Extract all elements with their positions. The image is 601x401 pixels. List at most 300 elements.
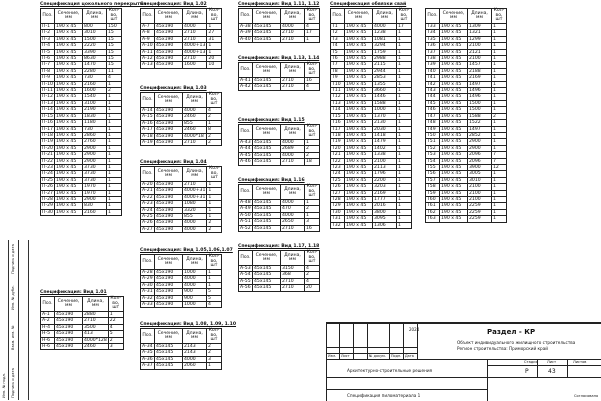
column-header: Кол-во, шт [305, 125, 320, 140]
table-cell: 190 х 45 [345, 139, 373, 145]
table-cell: 4 [305, 24, 320, 30]
table-cell: Т37 [426, 49, 440, 55]
table-cell: 1 [397, 209, 412, 215]
table-cell: 4000+31 [184, 194, 206, 200]
table-cell: А-33 [142, 302, 153, 308]
table-cell: А-29 [142, 276, 153, 282]
table-cell: 1 [492, 81, 507, 87]
column-header: Кол-во, шт [207, 167, 222, 182]
spec-table [140, 8, 222, 69]
table-cell: Т24 [331, 171, 345, 177]
table-cell: 45x145 [155, 363, 183, 369]
table-cell: 45x190 [55, 331, 83, 337]
table-cell: П-10 [42, 81, 53, 87]
table-cell: Т43 [426, 88, 440, 94]
table-cell: А-2 [41, 318, 55, 324]
stamp-sheet-label: Лист [547, 360, 557, 364]
table-cell: А-1 [41, 312, 55, 318]
table-cell: 190 х 45 [345, 126, 373, 132]
table-cell: 1000 [183, 270, 207, 276]
table-cell: 190 х 45 [55, 171, 83, 177]
table-cell: 1479 [373, 139, 397, 145]
table-cell: Т18 [331, 132, 345, 138]
table-cell: 4000 [183, 282, 207, 288]
table-cell: 1446 [373, 94, 397, 100]
table-cell: 1 [492, 94, 507, 100]
table-cell: 3900 [468, 164, 492, 170]
table-cell: 45x145 [253, 200, 281, 206]
margin-label: Подпись и дата [11, 244, 15, 274]
table-cell: 2650 [281, 219, 305, 225]
table-cell: 2220 [83, 43, 107, 49]
table-cell: 4000+31 [184, 188, 206, 194]
table-cell: А-18 [142, 133, 153, 139]
column-header: Поз. [331, 9, 345, 24]
table-cell: 1 [107, 171, 122, 177]
table-cell: 190 х 45 [345, 81, 373, 87]
table-cell: 1 [397, 164, 412, 170]
table-cell: 2900 [83, 152, 107, 158]
table-cell: 190 х 45 [345, 24, 373, 30]
table-cell: 855 [183, 214, 207, 220]
stamp-doc-2: Спецификация пиломатериала 1 [347, 393, 421, 398]
table-row [426, 216, 507, 222]
table-cell: 1 [397, 107, 412, 113]
column-header: Сечение, мм [253, 251, 281, 266]
table-cell: Т13 [331, 100, 345, 106]
table-cell: 190 х 45 [440, 43, 468, 49]
table-cell: 1309 [468, 24, 492, 30]
margin-label: Подпись и дата [11, 368, 15, 398]
column-header: Длина, мм [83, 9, 107, 24]
table-cell: 2 [207, 140, 222, 146]
table-cell: 2710 [281, 84, 305, 90]
table-cell: 2160 [83, 209, 107, 215]
table-cell: 190 х 45 [55, 164, 83, 170]
spec-table [238, 250, 320, 292]
table-cell: 2710 [83, 318, 109, 324]
table-cell: 45x190 [155, 220, 183, 226]
table-cell: 1 [305, 140, 320, 146]
table-cell: Т40 [426, 68, 440, 74]
table-cell: 45x145 [253, 272, 281, 278]
table-cell: 1321 [468, 30, 492, 36]
column-header: Поз. [141, 329, 155, 344]
table-cell: П-6 [41, 56, 55, 62]
table-cell: 45x190 [55, 312, 83, 318]
table-cell: 45x145 [253, 140, 281, 146]
table-cell: 190 х 45 [440, 152, 468, 158]
table-cell: Т5 [331, 49, 345, 55]
table-cell: 4000 [281, 140, 305, 146]
table-cell: Т60 [426, 196, 440, 202]
table-cell: 1 [492, 56, 507, 62]
table-cell: 1 [397, 190, 412, 196]
table-cell: Т31 [331, 216, 345, 222]
spec-v111 [238, 2, 326, 40]
table-cell: 45x145 [253, 219, 281, 225]
table-cell: 2 [305, 146, 320, 152]
table-cell: 1 [207, 188, 222, 194]
column-header: Сечение, мм [253, 63, 281, 78]
table-cell: 1 [397, 100, 412, 106]
table-cell: 4000 [183, 276, 207, 282]
table-cell: П-26 [42, 184, 53, 190]
table-cell: П-16 [42, 120, 53, 126]
table-cell: 1402 [373, 145, 397, 151]
table-cell: 1 [107, 139, 122, 145]
table-cell: 1588 [373, 100, 397, 106]
table-cell: 1 [207, 201, 222, 207]
table-cell: 1500 [468, 107, 492, 113]
spec-obv-right [425, 8, 525, 222]
table-cell: 190 х 45 [440, 49, 468, 55]
table-cell: 45x145 [253, 24, 281, 30]
column-header: Кол-во, шт [305, 9, 320, 24]
table-cell: 4000 [281, 212, 305, 218]
table-cell: 190 х 45 [55, 184, 83, 190]
table-cell: 2710 [281, 30, 305, 36]
table-cell: 1 [207, 182, 222, 188]
table-cell: Т38 [426, 56, 440, 62]
table-cell: 2853 [373, 75, 397, 81]
table-cell: 1830 [83, 113, 107, 119]
table-cell: 1306 [373, 222, 397, 228]
table-cell: П-7 [41, 62, 55, 68]
table-cell: 1 [107, 94, 122, 100]
table-cell: 31 [207, 36, 222, 42]
table-cell: 45x190 [155, 49, 183, 55]
table-cell: 1 [207, 363, 222, 369]
table-cell: 22 [108, 318, 123, 324]
column-header: Длина, мм [183, 9, 207, 24]
table-cell: 1 [492, 88, 507, 94]
table-cell: 190 х 45 [440, 164, 468, 170]
column-header: Сечение, мм [345, 9, 373, 24]
table-cell: 27 [207, 30, 222, 36]
column-header: Длина, мм [281, 63, 305, 78]
table-cell: 190 х 45 [345, 94, 373, 100]
table-row [41, 344, 124, 350]
table-cell: 2143 [183, 344, 207, 350]
table-cell: Н-5 [41, 331, 55, 337]
table-cell: П-19 [42, 139, 53, 145]
table-cell: А-14 [142, 108, 153, 113]
column-header: Длина, мм [373, 9, 397, 24]
table-cell: 190 х 45 [345, 190, 373, 196]
table-cell: 1355 [373, 81, 397, 87]
table-cell: 190 х 45 [345, 145, 373, 151]
margin-label: Взам. инв. № [11, 325, 15, 350]
table-cell: 1 [107, 203, 122, 209]
table-cell: 2710 [281, 78, 305, 84]
table-cell: 190 х 45 [440, 216, 468, 222]
table-cell: 4000 [281, 24, 305, 30]
spec-title: Спецификация обвязки свай [330, 2, 407, 7]
table-cell: Т48 [426, 120, 440, 126]
table-cell: 3390 [83, 49, 107, 55]
table-cell: 1 [397, 94, 412, 100]
table-cell: 2 [207, 350, 222, 356]
table-cell: Т23 [331, 164, 345, 170]
table-cell: А-17 [142, 127, 153, 133]
table-row [141, 140, 222, 146]
table-cell: 11 [107, 68, 122, 74]
table-cell: Т28 [331, 196, 345, 202]
table-cell: 2 [207, 220, 222, 226]
table-cell: Т41 [426, 75, 440, 81]
table-cell: Т22 [331, 158, 345, 164]
table-cell: Т46 [426, 107, 440, 113]
table-cell: 1338 [373, 152, 397, 158]
column-header: Поз. [239, 185, 253, 200]
table-cell: 12 [492, 164, 507, 170]
table-cell: 1 [397, 62, 412, 68]
table-cell: 1 [492, 30, 507, 36]
table-cell: Т27 [331, 190, 345, 196]
table-cell: Т15 [331, 113, 345, 119]
table-cell: Т42 [426, 81, 440, 87]
table-cell: 1 [207, 24, 222, 30]
table-cell: 190 х 45 [345, 30, 373, 36]
table-cell: Т33 [426, 24, 440, 30]
table-cell: Н-4 [41, 324, 55, 330]
table-cell: 190 х 45 [55, 94, 83, 100]
table-cell: 190 х 45 [440, 94, 468, 100]
spec-v113 [238, 56, 326, 88]
table-cell: 730 [83, 75, 107, 81]
table-cell: 3010 [468, 177, 492, 183]
spec-table [330, 8, 412, 229]
table-cell: 1 [492, 203, 507, 209]
spec-v102 [140, 2, 232, 76]
spec-table [238, 184, 320, 232]
table-cell: 2096 [468, 158, 492, 164]
column-header: Поз. [141, 167, 155, 182]
table-cell: 1000 [183, 302, 207, 308]
spec-v101 [40, 290, 135, 352]
table-cell: 45x190 [155, 282, 183, 288]
table-row [239, 84, 320, 90]
table-cell: 45x190 [55, 318, 83, 324]
column-header: Кол-во, шт [207, 93, 222, 108]
table-cell: 4 [207, 302, 222, 308]
table-cell: Т6 [331, 56, 345, 62]
table-cell: 1 [107, 100, 122, 106]
table-cell: 190 х 45 [345, 184, 373, 190]
table-cell: 4000 [281, 200, 305, 206]
table-cell: 4 [305, 84, 320, 90]
table-cell: 2710 [281, 285, 305, 291]
table-cell: Т21 [331, 152, 345, 158]
table-cell: А-35 [142, 350, 153, 356]
column-header: Поз. [141, 255, 155, 270]
table-cell: 20 [207, 56, 222, 62]
table-cell: 1 [492, 216, 507, 222]
column-header: Сечение, мм [253, 125, 281, 140]
table-cell: 1418 [373, 132, 397, 138]
table-cell: 17 [305, 30, 320, 36]
table-cell: 1 [397, 152, 412, 158]
table-cell: Т12 [331, 94, 345, 100]
table-cell: 4 [207, 108, 222, 114]
table-cell: 190 х 45 [55, 190, 83, 196]
spec-v104 [140, 160, 232, 232]
table-cell: 4000+13 [184, 43, 206, 49]
left-margin-stamp [0, 240, 28, 400]
table-cell: А-10 [142, 43, 153, 49]
table-cell: А-19 [142, 140, 153, 146]
table-cell: Н-6 [41, 337, 55, 343]
table-cell: 190 х 45 [440, 145, 468, 151]
table-cell: 2710 [281, 159, 305, 165]
table-cell: 190 х 45 [55, 132, 83, 138]
table-cell: 190 х 45 [440, 100, 468, 106]
spec-obv-left [330, 2, 420, 228]
table-cell: 2710 [183, 30, 207, 36]
stamp-object-2: Регион строительства: Приморский край [457, 346, 549, 351]
table-cell: 1 [397, 184, 412, 190]
table-cell: 2 [107, 88, 122, 94]
table-cell: 1 [397, 30, 412, 36]
table-cell: Т44 [426, 94, 440, 100]
column-header: Поз. [239, 63, 253, 78]
table-cell: 8630 [83, 56, 107, 62]
table-cell: 2 [305, 206, 320, 212]
table-cell: 1 [107, 145, 122, 151]
spec-title: Спецификация цокольного перекрытия [40, 2, 147, 7]
table-cell: 190 х 45 [55, 177, 83, 183]
table-cell: 3500 [83, 324, 109, 330]
table-cell: 1 [107, 164, 122, 170]
margin-label: Инв. № дубл. [11, 285, 15, 310]
table-cell: Т49 [426, 126, 440, 132]
table-cell: 10 [207, 62, 222, 68]
table-cell: 1 [492, 184, 507, 190]
table-cell: 190 х 45 [440, 132, 468, 138]
table-cell: 1 [492, 68, 507, 74]
table-cell: А-30 [142, 282, 153, 288]
table-cell: 45x190 [155, 140, 183, 146]
table-cell: 16 [305, 225, 320, 231]
table-cell: 45x145 [253, 212, 281, 218]
table-cell: Т2 [331, 30, 345, 36]
table-cell: 1 [397, 222, 412, 228]
table-cell: П-30 [42, 209, 53, 215]
table-cell: 2100 [468, 190, 492, 196]
table-cell: 2280 [83, 68, 107, 74]
table-cell: 1 [492, 24, 507, 30]
table-cell: П-29 [42, 203, 53, 209]
table-cell: 190 х 45 [55, 158, 83, 164]
column-header: Длина, мм [183, 329, 207, 344]
table-cell: 4 [305, 278, 320, 284]
table-cell: 2900 [83, 145, 107, 151]
table-cell: А-42 [240, 84, 251, 90]
column-header: Длина, мм [183, 93, 207, 108]
table-cell: 3800 [373, 209, 397, 215]
table-cell: 1 [207, 194, 222, 200]
table-cell: 2 [305, 272, 320, 278]
table-cell: 2860 [83, 132, 107, 138]
table-cell: А-7 [141, 24, 155, 30]
table-cell: 1 [207, 120, 222, 126]
table-cell: 3150 [281, 266, 305, 272]
table-cell: 1588 [468, 113, 492, 119]
table-cell: 190 х 45 [440, 68, 468, 74]
table-cell: П-2 [41, 30, 55, 36]
table-cell: 1 [305, 36, 320, 42]
table-cell: 45x145 [253, 152, 281, 158]
spec-title: Спецификация: Вид 1.03 [140, 86, 207, 91]
table-cell: 1 [397, 56, 412, 62]
table-cell: 1 [108, 312, 123, 318]
table-cell: Т63 [426, 216, 440, 222]
table-cell: 190 х 45 [55, 100, 83, 106]
spec-table [238, 8, 320, 43]
column-header: Кол-во, шт [207, 9, 222, 24]
table-cell: А-32 [142, 295, 153, 301]
table-cell: 190 х 45 [440, 177, 468, 183]
table-cell: А-40 [240, 36, 251, 42]
table-cell: 45x190 [155, 214, 183, 220]
table-cell: 45x145 [155, 350, 183, 356]
table-cell: А-53 [240, 266, 251, 271]
table-cell: 15 [107, 36, 122, 42]
table-cell: 2130 [373, 120, 397, 126]
table-cell: П-9 [41, 75, 55, 81]
table-cell: П-23 [42, 164, 53, 170]
table-cell: Т20 [331, 145, 345, 151]
table-cell: А-9 [141, 36, 155, 42]
column-header: Поз. [239, 125, 253, 140]
table-cell: П-27 [42, 190, 53, 196]
table-cell: 190 х 45 [345, 171, 373, 177]
column-header: Сечение, мм [155, 93, 183, 108]
table-cell: 1 [492, 43, 507, 49]
table-cell: 190 х 45 [345, 216, 373, 222]
table-cell: 190 х 45 [440, 203, 468, 209]
table-cell: 2030 [373, 126, 397, 132]
table-cell: 1370 [373, 113, 397, 119]
column-header: Кол-во, шт [305, 63, 320, 78]
table-cell: Т26 [331, 184, 345, 190]
table-cell: Т29 [331, 203, 345, 209]
table-cell: Т47 [426, 113, 440, 119]
table-cell: 1 [492, 177, 507, 183]
table-cell: 2259 [468, 203, 492, 209]
table-cell: Т58 [426, 184, 440, 190]
table-cell: Т35 [426, 36, 440, 42]
table-cell: 2259 [468, 216, 492, 222]
table-cell: 2100 [468, 196, 492, 202]
stamp-year: 2024 [409, 327, 420, 332]
table-cell: П-17 [42, 126, 53, 132]
table-cell: 1 [107, 107, 122, 113]
table-cell: А-48 [240, 200, 251, 205]
column-header: Кол-во, шт [207, 329, 222, 344]
table-cell: 2060 [183, 363, 207, 369]
column-header: Поз. [141, 9, 155, 24]
table-cell: Т59 [426, 190, 440, 196]
table-cell: 20 [305, 285, 320, 291]
table-cell: А-21 [142, 188, 153, 194]
table-cell: 1080 [183, 201, 207, 207]
spec-title: Спецификация: Вид 1.16 [238, 178, 305, 183]
column-header: Сечение, мм [155, 255, 183, 270]
table-cell: А-20 [142, 182, 153, 187]
table-cell: 1970 [83, 190, 107, 196]
